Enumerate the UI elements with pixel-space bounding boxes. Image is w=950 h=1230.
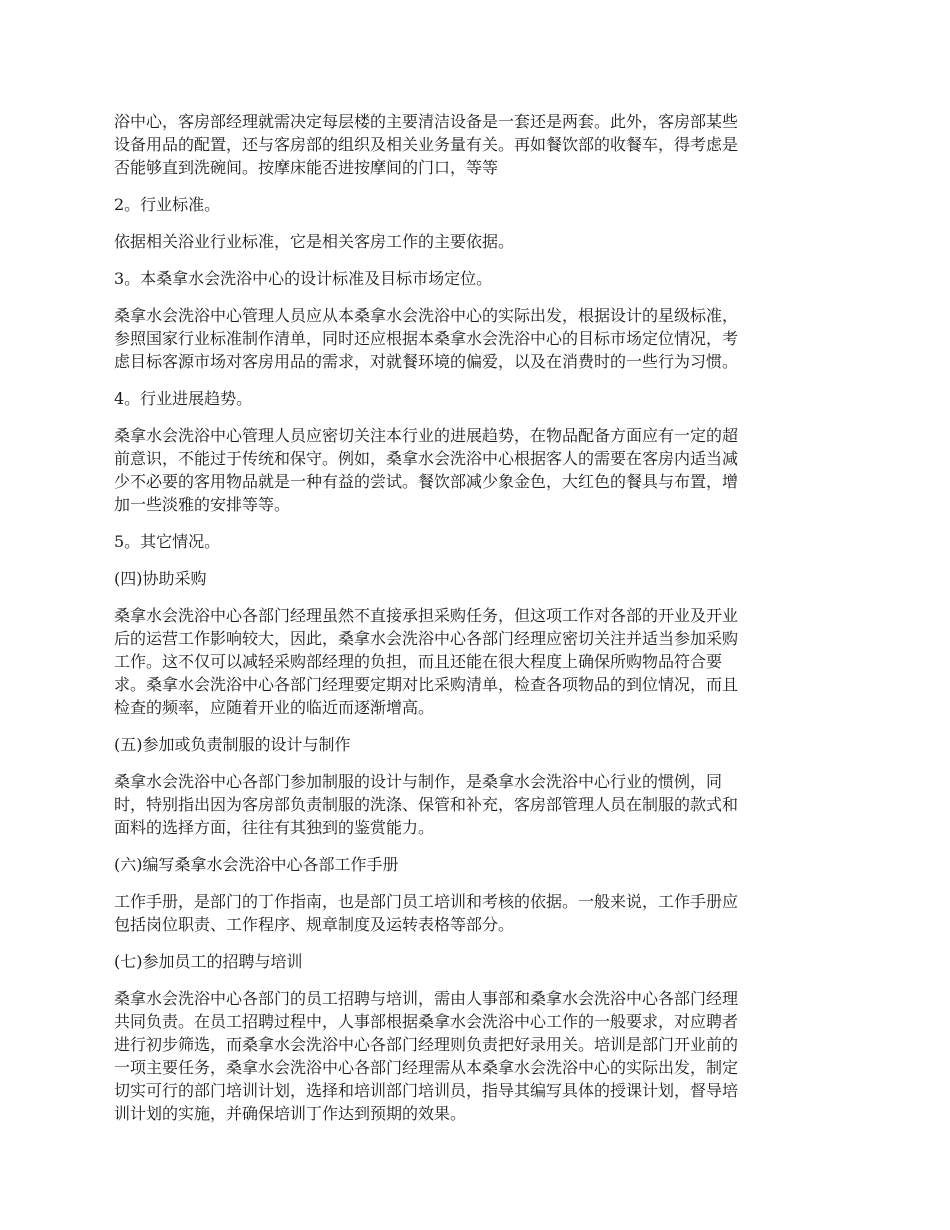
document-page: [114, 110, 841, 1139]
heading-industry-standard: 2。行业标准。: [114, 195, 221, 214]
heading-work-manual: (六)编写桑拿水会洗浴中心各部工作手册: [114, 855, 399, 874]
heading-assist-purchasing: (四)协助采购: [114, 569, 207, 588]
paragraph-design-standard: 桑拿水会洗浴中心管理人员应从本桑拿水会洗浴中心的实际出发，根据设计的星级标准， 参照国家行业标准制作清单，同时还应根据本桑拿水会洗浴中心的目标市场定位情况，考 虑目标客源市场对客房用品的需求，对就餐环境的偏爱，以及在消费时的一些行为习惯。: [114, 306, 739, 371]
paragraph-work-manual: 工作手册，是部门的丁作指南，也是部门员工培训和考核的依据。一般来说，工作手册应 包括岗位职责、工作程序、规章制度及运转表格等部分。: [114, 892, 739, 934]
heading-other: 5。其它情况。: [114, 532, 221, 551]
paragraph-industry-standard: 依据相关浴业行业标准，它是相关客房工作的主要依据。: [114, 232, 515, 251]
paragraph-continuation-equipment: 浴中心，客房部经理就需决定每层楼的主要清洁设备是一套还是两套。此外，客房部某些 设备用品的配置，还与客房部的组织及相关业务量有关。再如餐饮部的收餐车，得考虑是 否能够直到洗碗间。按摩床能否进按摩间的门口，等等: [114, 112, 739, 177]
heading-industry-trend: 4。行业进展趋势。: [114, 389, 253, 408]
paragraph-uniform-design: 桑拿水会洗浴中心各部门参加制服的设计与制作，是桑拿水会洗浴中心行业的惯例，同 时，特别指出因为客房部负责制服的洗涤、保管和补充，客房部管理人员在制服的款式和 面料的选择方面，往往有其独到的鉴赏能力。: [114, 772, 739, 837]
heading-uniform-design: (五)参加或负责制服的设计与制作: [114, 735, 351, 754]
paragraph-industry-trend: 桑拿水会洗浴中心管理人员应密切关注本行业的进展趋势，在物品配备方面应有一定的超 前意识，不能过于传统和保守。例如，桑拿水会洗浴中心根据客人的需要在客房内适当减 少不必要的客用物品就是一种有益的尝试。餐饮部减少象金色，大红色的餐具与布置，增 加一些淡雅的安排等等。: [114, 426, 739, 514]
paragraph-assist-purchasing: 桑拿水会洗浴中心各部门经理虽然不直接承担采购任务，但这项工作对各部的开业及开业 后的运营工作影响较大，因此，桑拿水会洗浴中心各部门经理应密切关注并适当参加采购 工作。这不仅可以减轻采购部经理的负担，而且还能在很大程度上确保所购物品符合要 求。桑拿水会洗浴中心各部门经理要定期对比采购清单，检查各项物品的到位情况，而且 检查的频率，应随着开业的临近而逐渐增高。: [114, 606, 739, 717]
heading-recruitment-training: (七)参加员工的招聘与培训: [114, 952, 303, 971]
paragraph-recruitment-training: 桑拿水会洗浴中心各部门的员工招聘与培训，需由人事部和桑拿水会洗浴中心各部门经理 共同负责。在员工招聘过程中，人事部根据桑拿水会洗浴中心工作的一般要求，对应聘者 进行初步筛选，而桑拿水会洗浴中心各部门经理则负责把好录用关。培训是部门开业前的 一项主要任务，桑拿水会洗浴中心各部门经理需从本桑拿水会洗浴中心的实际出发，制定 切实可行的部门培训计划，选择和培训部门培训员，指导其编写具体的授课计划，督导培 训计划的实施，并确保培训丁作达到预期的效果。: [114, 989, 739, 1123]
heading-design-standard: 3。本桑拿水会洗浴中心的设计标准及目标市场定位。: [114, 269, 493, 288]
